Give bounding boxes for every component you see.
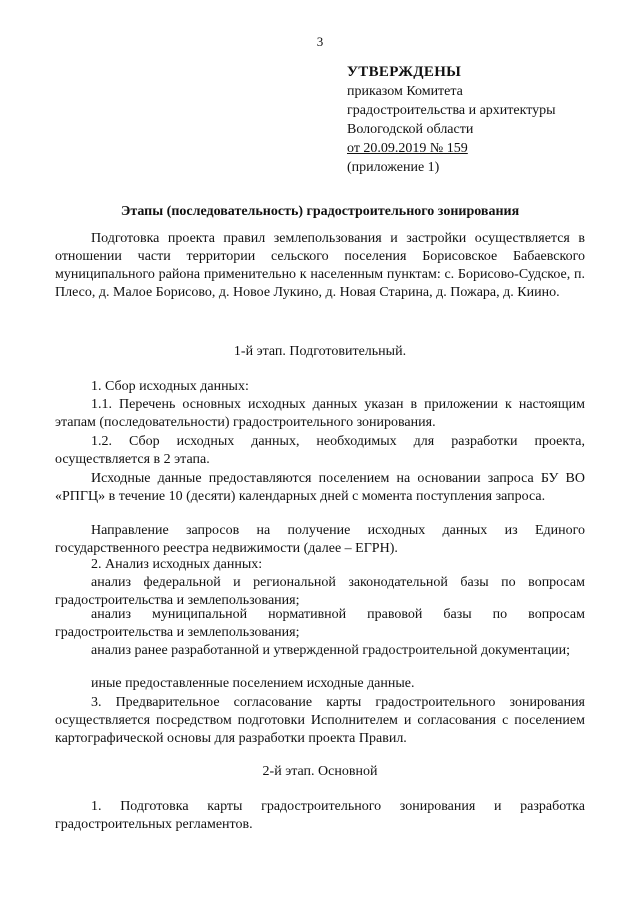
analysis-item: анализ ранее разработанной и утвержденной градостроительной документации; (91, 643, 570, 658)
analysis-item: иные предоставленные поселением исходные данные. (91, 676, 415, 691)
intro-paragraph: Подготовка проекта правил землепользования и застройки осуществляется в отношении части территории сельского поселения Борисовское Бабаевского муниципального района применительно к населенным пунктам: с. Борисово-Судское, п. Плесо, д. Малое Борисово, д. Новое Лукино, д. Новая Старина, д. Пожара, д. Киино. (55, 231, 585, 300)
document-title: Этапы (последовательность) градостроительного зонирования (120, 204, 520, 219)
stage1-item1-1: 1.1. Перечень основных исходных данных указан в приложении к настоящим этапам (последовательности) градостроительного зонирования. (55, 397, 585, 430)
analysis-item: анализ муниципальной нормативной правовой базы по вопросам градостроительства и землепользования; (55, 607, 585, 640)
approval-block (347, 63, 556, 177)
approval-line: градостроительства и архитектуры (347, 103, 556, 118)
page-number: 3 (316, 34, 324, 49)
approval-date: от 20.09.2019 № 159 (347, 141, 468, 156)
requests-paragraph: Направление запросов на получение исходных данных из Единого государственного реестра недвижимости (далее – ЕГРН). (55, 523, 585, 556)
stage1-item1-2: 1.2. Сбор исходных данных, необходимых для разработки проекта, осуществляется в 2 этапа. (55, 434, 585, 467)
stage2-heading: 2-й этап. Основной (262, 764, 378, 779)
source-data-paragraph: Исходные данные предоставляются поселением на основании запроса БУ ВО «РПГЦ» в течение 10 (десяти) календарных дней с момента поступления запроса. (55, 471, 585, 504)
analysis-item: анализ федеральной и региональной законодательной базы по вопросам градостроительства и землепользования; (55, 575, 585, 608)
stage1-heading: 1-й этап. Подготовительный. (233, 344, 407, 359)
approval-line: Вологодской области (347, 122, 474, 137)
approval-heading: УТВЕРЖДЕНЫ (347, 64, 462, 80)
stage2-item1: 1. Подготовка карты градостроительного зонирования и разработка градостроительных регламентов. (55, 799, 585, 832)
stage1-item1-title: 1. Сбор исходных данных: (91, 379, 249, 394)
approval-line: приказом Комитета (347, 84, 463, 99)
approval-appendix: (приложение 1) (347, 160, 440, 175)
stage1-item3: 3. Предварительное согласование карты градостроительного зонирования осуществляется посредством подготовки Исполнителем и согласования с поселением картографической основы для разработки проекта Правил. (55, 695, 585, 746)
stage1-item2-title: 2. Анализ исходных данных: (91, 557, 263, 572)
